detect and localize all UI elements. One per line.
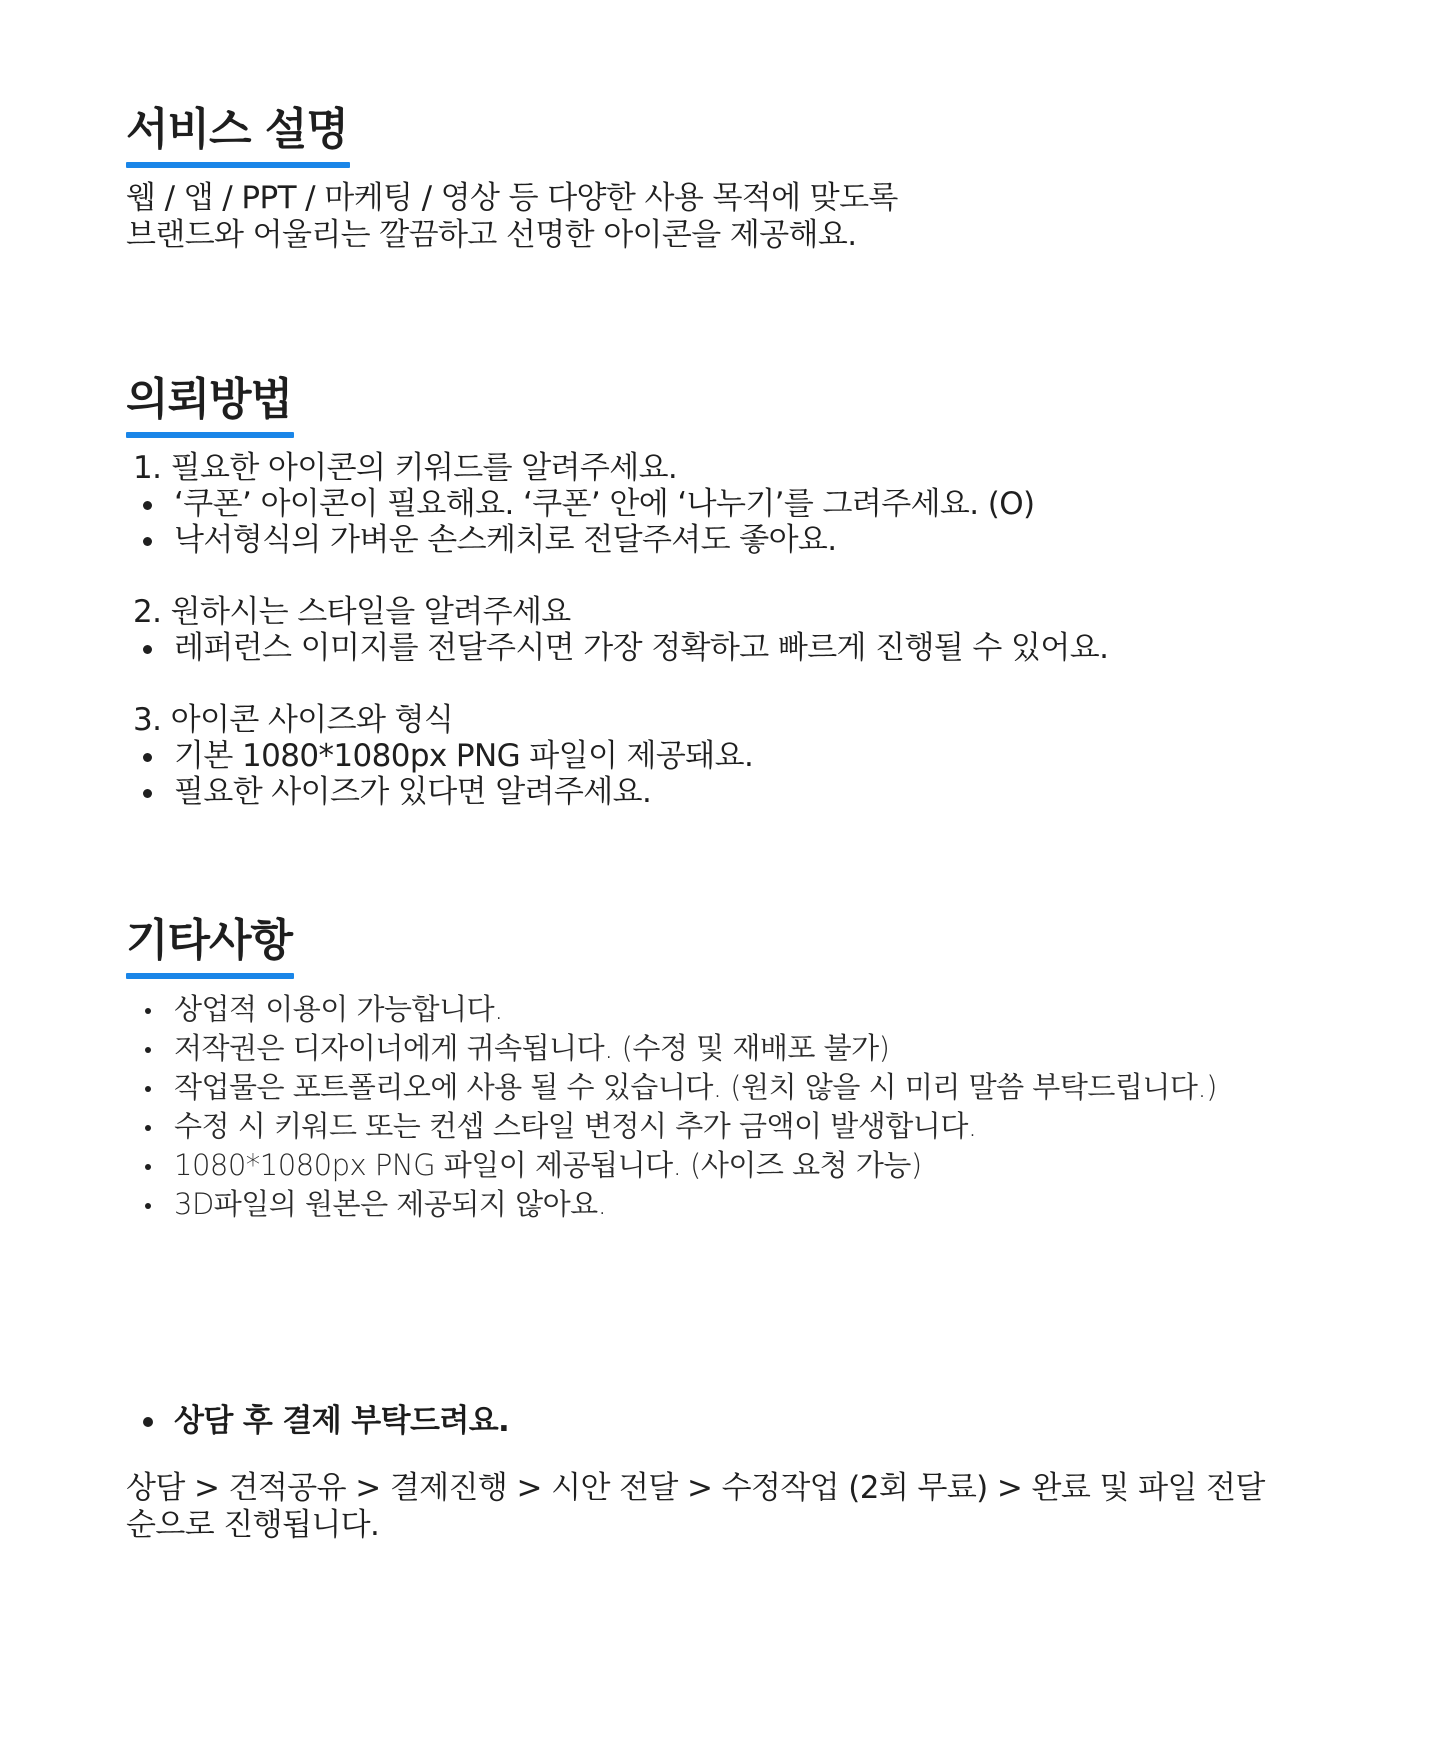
service-title: 서비스 설명 [126,104,348,155]
request-step-1 [133,450,1108,558]
service-description [126,180,898,254]
step-bullet: 낙서형식의 가벼운 손스케치로 전달주셔도 좋아요. [133,522,1108,558]
consult-bullet: 상담 후 결제 부탁드려요. [133,1401,509,1441]
misc-item: 상업적 이용이 가능합니다. [133,990,1217,1029]
service-description-line: 웹 / 앱 / PPT / 마케팅 / 영상 등 다양한 사용 목적에 맞도록 [126,180,898,216]
service-title-underline [126,162,350,168]
service-description-line: 브랜드와 어울리는 깔끔하고 선명한 아이콘을 제공해요. [126,217,857,253]
request-step-2 [133,594,1108,666]
misc-item: 수정 시 키워드 또는 컨셉 스타일 변정시 추가 금액이 발생합니다. [133,1107,1217,1146]
request-step-3 [133,702,1108,810]
request-title: 의뢰방법 [126,374,293,425]
step-heading: 3. 아이콘 사이즈와 형식 [133,702,454,738]
misc-item: 1080*1080px PNG 파일이 제공됩니다. (사이즈 요청 가능) [133,1146,1217,1185]
process-line: 상담 > 견적공유 > 결제진행 > 시안 전달 > 수정작업 (2회 무료) > 완료 및 파일 전달 [126,1470,1265,1506]
step-bullet: 기본 1080*1080px PNG 파일이 제공돼요. [133,738,1108,774]
step-heading: 2. 원하시는 스타일을 알려주세요 [133,594,571,630]
misc-list [133,990,1217,1224]
process-description [126,1470,1265,1544]
step-bullet: 레퍼런스 이미지를 전달주시면 가장 정확하고 빠르게 진행될 수 있어요. [133,630,1108,666]
step-bullet: ‘쿠폰’ 아이콘이 필요해요. ‘쿠폰’ 안에 ‘나누기’를 그려주세요. (O) [133,486,1108,522]
misc-title: 기타사항 [126,915,293,966]
consult-list [133,1401,509,1441]
process-line: 순으로 진행됩니다. [126,1507,380,1543]
request-steps [133,450,1108,846]
misc-item: 작업물은 포트폴리오에 사용 될 수 있습니다. (원치 않을 시 미리 말씀 부탁드립니다.) [133,1068,1217,1107]
request-title-underline [126,432,294,438]
step-heading: 1. 필요한 아이콘의 키워드를 알려주세요. [133,450,678,486]
misc-title-underline [126,973,294,979]
misc-item: 3D파일의 원본은 제공되지 않아요. [133,1185,1217,1224]
step-bullet: 필요한 사이즈가 있다면 알려주세요. [133,774,1108,810]
misc-item: 저작권은 디자이너에게 귀속됩니다. (수정 및 재배포 불가) [133,1029,1217,1068]
